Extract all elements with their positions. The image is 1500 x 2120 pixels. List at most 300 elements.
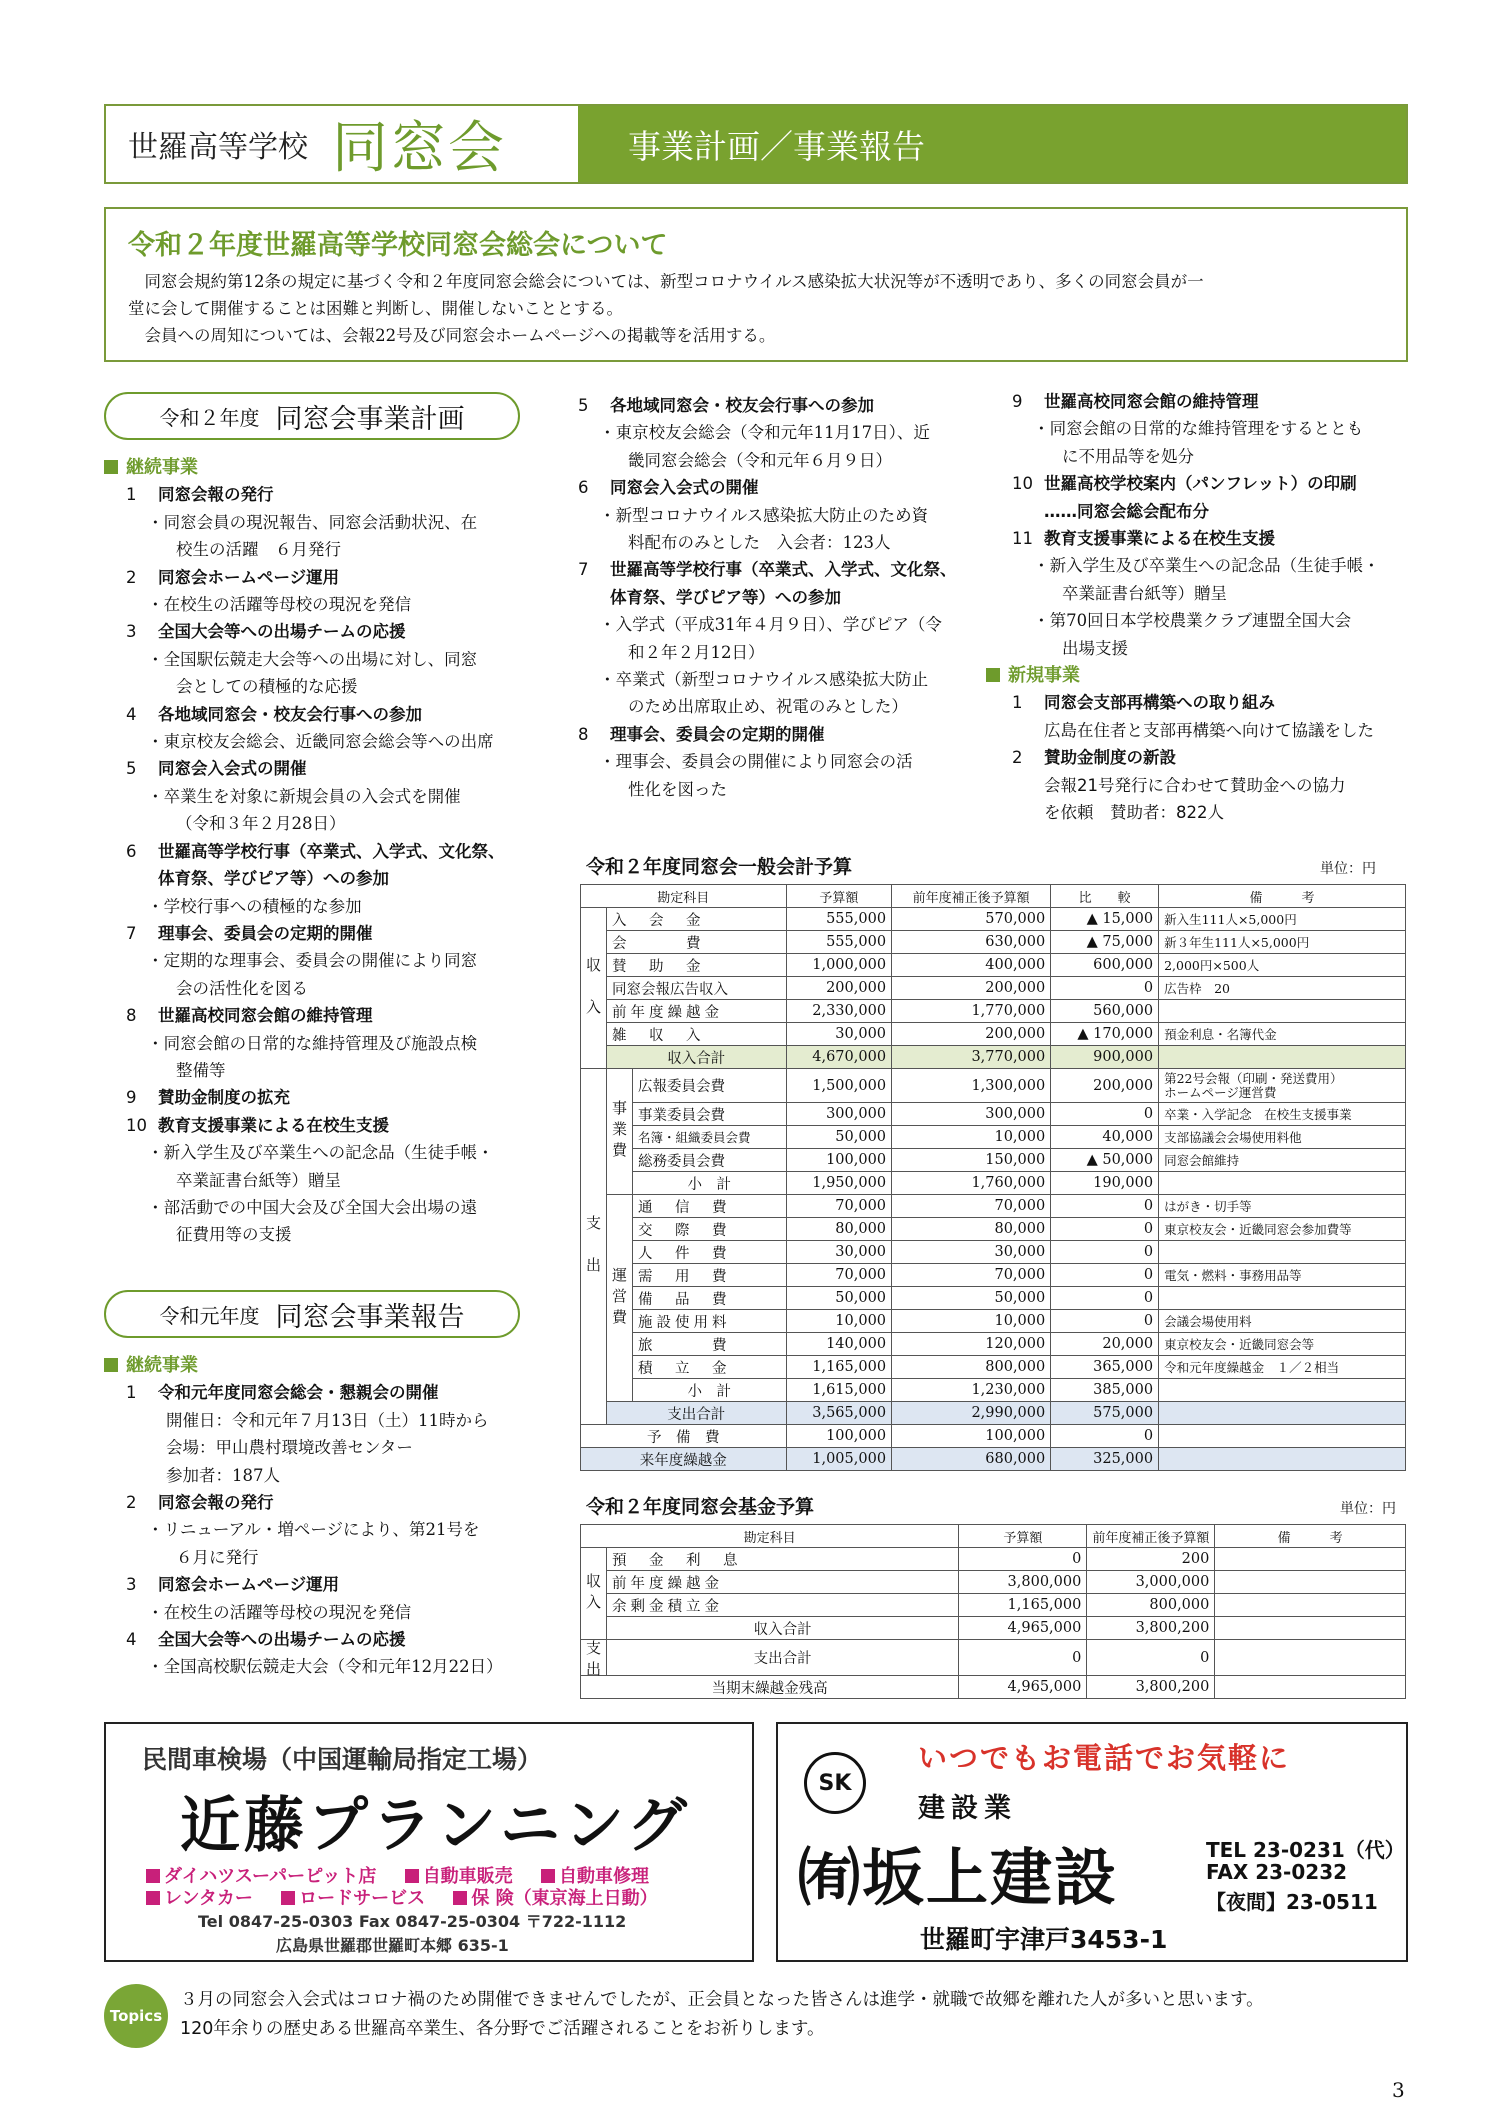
table-cell xyxy=(1159,1448,1406,1471)
table-cell: 入 会 金 xyxy=(607,908,787,931)
list-item-detail: を依頼 賛助者：822人 xyxy=(1044,803,1224,823)
list-item xyxy=(990,525,1420,552)
list-detail-continued: のため出席取止め、祝電のみとした） xyxy=(628,697,908,717)
table-row xyxy=(581,1000,1406,1023)
item-title: 同窓会支部再構築への取り組み xyxy=(1044,693,1275,713)
table-cell: 80,000 xyxy=(786,1218,891,1241)
report-list-right xyxy=(990,388,1420,662)
table-cell: 総務委員会費 xyxy=(633,1149,787,1172)
table-cell: 50,000 xyxy=(786,1287,891,1310)
ad2-catchphrase: いつでもお電話でお気軽に xyxy=(918,1741,1291,1775)
list-item xyxy=(104,755,544,782)
table-cell: 収 入 xyxy=(581,908,607,1069)
table-cell: 30,000 xyxy=(786,1023,891,1046)
table-cell: 575,000 xyxy=(1051,1402,1159,1425)
table-cell: 前年度補正後予算額 xyxy=(892,885,1051,908)
plan-year: 令和２年度 xyxy=(159,405,260,430)
table-subtotal-row xyxy=(581,1172,1406,1195)
table-cell: 365,000 xyxy=(1051,1356,1159,1379)
table-cell: 100,000 xyxy=(786,1425,891,1448)
item-number: 7 xyxy=(578,560,589,580)
table-cell: 900,000 xyxy=(1051,1046,1159,1069)
table-cell: 200,000 xyxy=(1051,1069,1159,1103)
item-number: 3 xyxy=(126,1575,137,1595)
new-projects-heading: 新規事業 xyxy=(986,662,1420,689)
table-cell: 旅 費 xyxy=(633,1333,787,1356)
table-cell: 555,000 xyxy=(786,931,891,954)
plan-title: 同窓会事業計画 xyxy=(275,403,465,435)
item-title: 同窓会ホームページ運用 xyxy=(158,567,340,587)
ad1-service-row-1: ダイハツスーパーピット店 自動車販売 自動車修理 xyxy=(146,1862,649,1888)
table-cell: 施設使用料 xyxy=(633,1310,787,1333)
table-cell: 0 xyxy=(1051,1241,1159,1264)
list-detail: ・同窓会員の現況報告、同窓会活動状況、在 xyxy=(147,512,478,532)
report-title: 同窓会事業報告 xyxy=(275,1301,465,1333)
table-cell: 680,000 xyxy=(892,1448,1051,1471)
table-cell: 0 xyxy=(1087,1640,1215,1676)
table-cell: 預 金 利 息 xyxy=(607,1548,959,1571)
list-detail: ・卒業生を対象に新規会員の入会式を開催 xyxy=(147,786,461,806)
bullet-square-icon xyxy=(541,1869,555,1883)
item-number: 10 xyxy=(1012,474,1033,494)
table-cell: 広報委員会費 xyxy=(633,1069,787,1103)
list-item-continued: 体育祭、学びピア等）への参加 xyxy=(610,587,841,607)
list-item-detail: 広島在住者と支部再構築へ向けて協議をした xyxy=(1044,720,1374,740)
table-cell: 1,005,000 xyxy=(786,1448,891,1471)
item-title: 世羅高等学校行事（卒業式、入学式、文化祭、 xyxy=(158,841,505,861)
bullet-square-icon xyxy=(405,1869,419,1883)
table-row xyxy=(581,1333,1406,1356)
table-cell xyxy=(1215,1548,1406,1571)
notice-paragraph-1b: 堂に会して開催することは困難と判断し、開催しないこととする。 xyxy=(128,299,623,318)
table-cell: 勘定科目 xyxy=(581,1525,959,1548)
list-detail-continued: 畿同窓会総会（令和元年６月９日） xyxy=(628,450,892,470)
table-row xyxy=(581,1241,1406,1264)
table-cell: 0 xyxy=(1051,1218,1159,1241)
list-detail-continued: 出場支援 xyxy=(1062,638,1128,658)
item-number: 7 xyxy=(126,923,137,943)
table-cell: 0 xyxy=(1051,1310,1159,1333)
table-cell: 予算額 xyxy=(959,1525,1087,1548)
report-year: 令和元年度 xyxy=(159,1303,260,1328)
table-cell: 収入合計 xyxy=(607,1617,959,1640)
list-detail: ・同窓会館の日常的な維持管理をするととも xyxy=(1033,419,1364,439)
page-number: 3 xyxy=(1392,2078,1405,2102)
list-item xyxy=(556,721,996,748)
table-cell: 190,000 xyxy=(1051,1172,1159,1195)
item-number: 2 xyxy=(1012,748,1023,768)
list-item xyxy=(556,392,996,419)
list-item xyxy=(104,701,544,728)
item-title: 教育支援事業による在校生支援 xyxy=(1044,529,1275,549)
table-cell: 570,000 xyxy=(892,908,1051,931)
bullet-square-icon xyxy=(453,1891,467,1905)
report-heading xyxy=(104,1290,520,1338)
item-title: 同窓会入会式の開催 xyxy=(610,478,759,498)
table-cell: 勘定科目 xyxy=(581,885,787,908)
report-column-mid xyxy=(556,392,996,803)
ad1-service-row-2: レンタカー ロードサービス 保 険（東京海上日動） xyxy=(146,1884,658,1910)
item-title: 世羅高校同窓会館の維持管理 xyxy=(158,1006,373,1026)
table-total-row xyxy=(581,1046,1406,1069)
table-cell: 予算額 xyxy=(786,885,891,908)
table-cell: 支出 xyxy=(581,1640,607,1676)
list-detail-continued: 校生の活躍 ６月発行 xyxy=(176,540,341,560)
item-number: 5 xyxy=(126,759,137,779)
table-cell: 200,000 xyxy=(786,977,891,1000)
table-cell: 1,500,000 xyxy=(786,1069,891,1103)
table-cell: 80,000 xyxy=(892,1218,1051,1241)
list-detail-continued: ６月に発行 xyxy=(176,1547,259,1567)
ad2-company-name: ㈲坂上建設 xyxy=(798,1841,1119,1914)
table-cell: 120,000 xyxy=(892,1333,1051,1356)
table-cell: 0 xyxy=(1051,1287,1159,1310)
table-cell: 70,000 xyxy=(892,1264,1051,1287)
item-title: 全国大会等への出場チームの応援 xyxy=(158,1630,406,1650)
table-row xyxy=(581,1425,1406,1448)
table-cell: 収入合計 xyxy=(607,1046,787,1069)
ad1-contact: Tel 0847-25-0303 Fax 0847-25-0304 〒722-1112 xyxy=(198,1912,627,1931)
table-row xyxy=(581,1264,1406,1287)
list-detail: 参加者：187人 xyxy=(166,1465,280,1485)
item-number: 1 xyxy=(126,485,137,505)
table-cell: 10,000 xyxy=(786,1310,891,1333)
table-cell: 800,000 xyxy=(1087,1594,1215,1617)
table-cell: 予 備 費 xyxy=(581,1425,787,1448)
plan-column xyxy=(104,454,544,1249)
table-cell: 新３年生111人×5,000円 xyxy=(1159,931,1406,954)
table-cell: 賛 助 金 xyxy=(607,954,787,977)
list-detail: ・新入学生及び卒業生への記念品（生徒手帳・ xyxy=(1033,556,1380,576)
item-title: 世羅高校同窓会館の維持管理 xyxy=(1044,392,1259,411)
list-item xyxy=(104,1084,544,1111)
table-cell: 0 xyxy=(1051,977,1159,1000)
item-number: 2 xyxy=(126,567,137,587)
table-cell: 東京校友会・近畿同窓会等 xyxy=(1159,1333,1406,1356)
table-cell: 1,165,000 xyxy=(959,1594,1087,1617)
list-detail-continued: 性化を図った xyxy=(628,779,727,799)
ad1-address: 広島県世羅郡世羅町本郷 635-1 xyxy=(276,1936,509,1955)
list-detail-continued: 会の活性化を図る xyxy=(176,978,308,998)
table-cell: 800,000 xyxy=(892,1356,1051,1379)
list-item xyxy=(104,481,544,508)
new-projects-list xyxy=(990,689,1420,826)
list-detail: ・東京校友会総会、近畿同窓会総会等への出席 xyxy=(147,732,494,752)
table-row xyxy=(581,1149,1406,1172)
header-left xyxy=(106,106,578,182)
table-cell: 卒業・入学記念 在校生支援事業 xyxy=(1159,1103,1406,1126)
list-item xyxy=(990,689,1420,716)
table-cell: ▲ 170,000 xyxy=(1051,1023,1159,1046)
table-cell xyxy=(1159,1402,1406,1425)
item-title: 同窓会ホームページ運用 xyxy=(158,1575,340,1595)
budget-title: 令和２年度同窓会一般会計予算 xyxy=(586,856,853,878)
table-cell: 2,330,000 xyxy=(786,1000,891,1023)
notice-paragraph-1a: 同窓会規約第12条の規定に基づく令和２年度同窓会総会については、新型コロナウイルス感染拡大状況等が不透明であり、多くの同窓会員が一 xyxy=(144,272,1204,291)
table-row xyxy=(581,1195,1406,1218)
table-row xyxy=(581,1548,1406,1571)
item-number: 4 xyxy=(126,704,137,724)
table-cell: 100,000 xyxy=(786,1149,891,1172)
topics-badge: Topics xyxy=(104,1984,168,2048)
list-item xyxy=(104,1489,544,1516)
table-cell: 1,760,000 xyxy=(892,1172,1051,1195)
bullet-square-icon xyxy=(281,1891,295,1905)
plan-heading xyxy=(104,392,520,440)
list-detail: 開催日：令和元年７月13日（土）11時から xyxy=(166,1410,489,1430)
table-cell: 当期末繰越金残高 xyxy=(581,1676,959,1699)
table-cell: ▲ 15,000 xyxy=(1051,908,1159,931)
notice-box xyxy=(104,207,1408,362)
list-item xyxy=(990,470,1420,497)
table-cell: 100,000 xyxy=(892,1425,1051,1448)
item-title: 理事会、委員会の定期的開催 xyxy=(158,923,373,943)
table-cell: 300,000 xyxy=(786,1103,891,1126)
table-cell: 4,965,000 xyxy=(959,1617,1087,1640)
item-number: 6 xyxy=(578,478,589,498)
table-cell: 小 計 xyxy=(633,1172,787,1195)
table-cell: 積 立 金 xyxy=(633,1356,787,1379)
table-cell xyxy=(1215,1640,1406,1676)
table-cell: 支出合計 xyxy=(607,1640,959,1676)
table-cell: 交 際 費 xyxy=(633,1218,787,1241)
table-cell xyxy=(1215,1676,1406,1699)
table-row xyxy=(581,1571,1406,1594)
table-cell: 40,000 xyxy=(1051,1126,1159,1149)
table-cell: 小 計 xyxy=(633,1379,787,1402)
report-column xyxy=(104,1352,544,1681)
table-header-row xyxy=(581,1525,1406,1548)
ad2-business-type: 建設業 xyxy=(918,1793,1017,1824)
list-item xyxy=(990,744,1420,771)
table-subtotal-row xyxy=(581,1379,1406,1402)
table-cell: 300,000 xyxy=(892,1103,1051,1126)
list-item xyxy=(104,1379,544,1406)
list-detail: ・在校生の活躍等母校の現況を発信 xyxy=(147,1602,412,1622)
table-cell: 4,965,000 xyxy=(959,1676,1087,1699)
table-cell: 70,000 xyxy=(892,1195,1051,1218)
table-cell: 人 件 費 xyxy=(633,1241,787,1264)
table-cell: 2,990,000 xyxy=(892,1402,1051,1425)
topics-text xyxy=(180,1986,1420,2044)
item-title: 賛助金制度の拡充 xyxy=(158,1088,290,1108)
item-title: 同窓会入会式の開催 xyxy=(158,759,307,779)
school-name: 世羅高等学校 xyxy=(128,130,308,165)
table-cell xyxy=(1215,1594,1406,1617)
list-item-continued: 体育祭、学びピア等）への参加 xyxy=(158,869,389,889)
fund-unit: 単位：円 xyxy=(1340,1501,1396,1517)
table-row xyxy=(581,954,1406,977)
list-item-detail: 会報21号発行に合わせて賛助金への協力 xyxy=(1044,775,1346,795)
table-row xyxy=(581,1356,1406,1379)
item-number: 2 xyxy=(126,1493,137,1513)
table-cell: 70,000 xyxy=(786,1264,891,1287)
bullet-square-icon xyxy=(146,1869,160,1883)
item-number: 8 xyxy=(578,724,589,744)
list-item xyxy=(104,838,544,865)
budget-unit: 単位：円 xyxy=(1320,861,1376,877)
item-title: 世羅高校学校案内（パンフレット）の印刷 xyxy=(1044,474,1357,494)
list-item xyxy=(990,388,1420,415)
table-cell: 会 費 xyxy=(607,931,787,954)
list-detail-continued: （令和３年２月28日） xyxy=(176,814,346,834)
table-cell: ▲ 75,000 xyxy=(1051,931,1159,954)
table-cell: 1,950,000 xyxy=(786,1172,891,1195)
table-cell: 555,000 xyxy=(786,908,891,931)
list-detail: ・定期的な理事会、委員会の開催により同窓 xyxy=(147,951,478,971)
list-item xyxy=(104,920,544,947)
plan-list xyxy=(104,481,544,1248)
table-cell: 30,000 xyxy=(892,1241,1051,1264)
bullet-square-icon xyxy=(146,1891,160,1905)
ad2-night-tel: 【夜間】23-0511 xyxy=(1206,1890,1378,1914)
table-cell: 0 xyxy=(959,1640,1087,1676)
table-cell: 70,000 xyxy=(786,1195,891,1218)
list-item xyxy=(104,1571,544,1598)
table-cell: 140,000 xyxy=(786,1333,891,1356)
list-detail: ・同窓会館の日常的な維持管理及び施設点検 xyxy=(147,1033,478,1053)
list-detail-continued: 卒業証書台紙等）贈呈 xyxy=(176,1170,341,1190)
list-detail-continued: に不用品等を処分 xyxy=(1062,446,1194,466)
list-detail: ・部活動での中国大会及び全国大会出場の遠 xyxy=(147,1197,478,1217)
table-cell: 3,800,000 xyxy=(959,1571,1087,1594)
table-row xyxy=(581,1594,1406,1617)
table-cell: 10,000 xyxy=(892,1126,1051,1149)
list-item-continued: ……同窓会総会配布分 xyxy=(1044,501,1209,521)
list-item xyxy=(556,556,996,583)
list-detail: ・理事会、委員会の開催により同窓会の活 xyxy=(599,752,913,772)
table-row xyxy=(581,977,1406,1000)
topics-line-1: ３月の同窓会入会式はコロナ禍のため開催できませんでしたが、正会員となった皆さんは進学・就職で故郷を離れた人が多いと思います。 xyxy=(180,1990,1264,2010)
table-row xyxy=(581,1023,1406,1046)
table-cell: 余剰金積立金 xyxy=(607,1594,959,1617)
table-total-row xyxy=(581,1448,1406,1471)
list-item xyxy=(104,564,544,591)
table-cell: 同窓会館維持 xyxy=(1159,1149,1406,1172)
item-number: 10 xyxy=(126,1115,147,1135)
table-cell: 0 xyxy=(1051,1264,1159,1287)
table-cell: 630,000 xyxy=(892,931,1051,954)
item-number: 9 xyxy=(126,1088,137,1108)
table-total-row xyxy=(581,1617,1406,1640)
table-cell: 200,000 xyxy=(892,977,1051,1000)
table-cell: 1,300,000 xyxy=(892,1069,1051,1103)
table-cell: 預金利息・名簿代金 xyxy=(1159,1023,1406,1046)
table-cell: 前年度補正後予算額 xyxy=(1087,1525,1215,1548)
list-detail: ・学校行事への積極的な参加 xyxy=(147,896,362,916)
table-cell: 備 考 xyxy=(1215,1525,1406,1548)
item-title: 同窓会報の発行 xyxy=(158,1493,274,1513)
item-number: 5 xyxy=(578,396,589,415)
item-number: 8 xyxy=(126,1006,137,1026)
item-title: 賛助金制度の新設 xyxy=(1044,748,1176,768)
ad2-address: 世羅町宇津戸3453-1 xyxy=(920,1925,1168,1954)
table-cell: 325,000 xyxy=(1051,1448,1159,1471)
table-cell: 1,615,000 xyxy=(786,1379,891,1402)
item-number: 1 xyxy=(1012,693,1023,713)
table-cell: 3,000,000 xyxy=(1087,1571,1215,1594)
report-continue-heading: 継続事業 xyxy=(104,1352,544,1379)
list-detail: ・全国駅伝競走大会等への出場に対し、同窓 xyxy=(147,649,478,669)
list-item xyxy=(104,618,544,645)
item-number: 9 xyxy=(1012,392,1023,411)
table-cell: 支出合計 xyxy=(607,1402,787,1425)
table-cell: 3,565,000 xyxy=(786,1402,891,1425)
table-cell: 2,000円×500人 xyxy=(1159,954,1406,977)
table-cell: 前年度繰越金 xyxy=(607,1000,787,1023)
table-cell: 収入 xyxy=(581,1548,607,1640)
table-row xyxy=(581,1126,1406,1149)
table-cell: 事業委員会費 xyxy=(633,1103,787,1126)
table-cell: 50,000 xyxy=(892,1287,1051,1310)
list-detail-continued: 和２年２月12日） xyxy=(628,642,765,662)
list-detail-continued: 会としての積極的な応援 xyxy=(176,677,358,697)
list-item xyxy=(556,474,996,501)
alumni-title: 同窓会 xyxy=(332,116,506,181)
table-cell: 1,000,000 xyxy=(786,954,891,977)
item-title: 教育支援事業による在校生支援 xyxy=(158,1115,389,1135)
list-detail-continued: 整備等 xyxy=(176,1060,226,1080)
list-item xyxy=(104,1626,544,1653)
table-row xyxy=(581,931,1406,954)
list-detail-continued: 料配布のみとした 入会者：123人 xyxy=(628,533,891,553)
item-number: 3 xyxy=(126,622,137,642)
notice-title: 令和２年度世羅高等学校同窓会総会について xyxy=(128,230,668,261)
item-title: 各地域同窓会・校友会行事への参加 xyxy=(610,396,874,415)
item-title: 全国大会等への出場チームの応援 xyxy=(158,622,406,642)
item-title: 各地域同窓会・校友会行事への参加 xyxy=(158,704,422,724)
list-detail: ・リニューアル・増ページにより、第21号を xyxy=(147,1520,480,1540)
table-cell: 事業費 xyxy=(607,1069,633,1195)
page-header xyxy=(104,104,1408,184)
table-row xyxy=(581,908,1406,931)
table-cell xyxy=(1215,1617,1406,1640)
table-cell: はがき・切手等 xyxy=(1159,1195,1406,1218)
table-cell: 来年度繰越金 xyxy=(581,1448,787,1471)
table-cell xyxy=(1159,1172,1406,1195)
table-row xyxy=(581,1218,1406,1241)
table-cell: 令和元年度繰越金 １／２相当 xyxy=(1159,1356,1406,1379)
table-cell: 400,000 xyxy=(892,954,1051,977)
list-detail-continued: 卒業証書台紙等）贈呈 xyxy=(1062,583,1227,603)
list-item xyxy=(104,1112,544,1139)
notice-paragraph-2: 会員への周知については、会報22号及び同窓会ホームページへの掲載等を活用する。 xyxy=(144,326,776,345)
budget-table xyxy=(580,884,1406,1471)
list-detail: ・東京校友会総会（令和元年11月17日）、近 xyxy=(599,423,930,443)
table-cell: 第22号会報（印刷・発送費用） ホームページ運営費 xyxy=(1159,1069,1406,1103)
list-detail: ・新入学生及び卒業生への記念品（生徒手帳・ xyxy=(147,1143,494,1163)
table-cell: 560,000 xyxy=(1051,1000,1159,1023)
table-cell: 3,770,000 xyxy=(892,1046,1051,1069)
table-row xyxy=(581,1103,1406,1126)
table-cell: 0 xyxy=(959,1548,1087,1571)
table-row xyxy=(581,1310,1406,1333)
table-cell: 50,000 xyxy=(786,1126,891,1149)
list-item xyxy=(104,1002,544,1029)
table-cell: 電気・燃料・事務用品等 xyxy=(1159,1264,1406,1287)
list-detail: 会場：甲山農村環境改善センター xyxy=(166,1438,413,1458)
table-cell: 0 xyxy=(1051,1425,1159,1448)
table-cell: 東京校友会・近畿同窓会参加費等 xyxy=(1159,1218,1406,1241)
table-row xyxy=(581,1069,1406,1103)
fund-title: 令和２年度同窓会基金予算 xyxy=(586,1496,815,1518)
item-number: 1 xyxy=(126,1383,137,1403)
table-header-row xyxy=(581,885,1406,908)
list-detail: ・新型コロナウイルス感染拡大防止のため資 xyxy=(599,505,929,525)
ad2-fax: FAX 23-0232 xyxy=(1206,1860,1348,1884)
table-cell: 会議会場使用料 xyxy=(1159,1310,1406,1333)
report-list xyxy=(104,1379,544,1680)
